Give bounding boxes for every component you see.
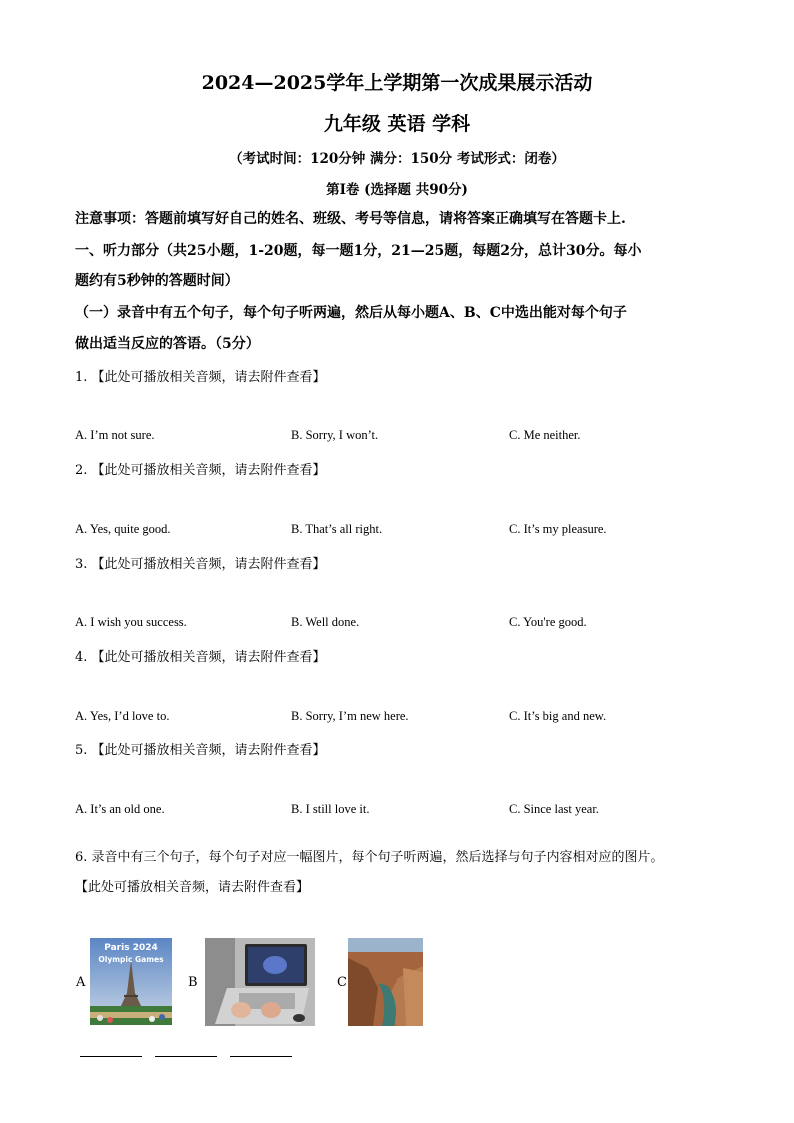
question-5-option-a[interactable]: A. It’s an old one.	[75, 802, 165, 816]
answer-blank-3[interactable]	[230, 1056, 292, 1057]
question-3-option-c[interactable]: C. You're good.	[509, 615, 587, 629]
volume-title: 第Ⅰ卷 (选择题 共90分)	[326, 182, 468, 198]
picture-label-b: B	[188, 975, 198, 990]
picture-b-laptop[interactable]	[205, 938, 315, 1026]
question-4-option-b[interactable]: B. Sorry, I’m new here.	[291, 709, 409, 723]
question-3-stem: 3. 【此处可播放相关音频，请去附件查看】	[75, 557, 326, 572]
laptop-icon	[205, 938, 315, 1026]
picture-a-paris-olympics[interactable]	[90, 938, 172, 1025]
question-1-stem: 1. 【此处可播放相关音频，请去附件查看】	[75, 370, 326, 385]
question-6-stem: 6. 录音中有三个句子，每个句子对应一幅图片，每个句子听两遍，然后选择与句子内容相对应的图片。	[75, 850, 664, 865]
picture-a-text-1: Paris 2024	[104, 943, 158, 953]
part1-line1: （一）录音中有五个句子，每个句子听两遍，然后从每小题A、B、C中选出能对每个句子	[75, 305, 627, 321]
exam-info: （考试时间：120分钟 满分：150分 考试形式：闭卷）	[229, 151, 565, 167]
answer-blank-2[interactable]	[155, 1056, 217, 1057]
question-3-option-a[interactable]: A. I wish you success.	[75, 615, 187, 629]
question-5-option-b[interactable]: B. I still love it.	[291, 802, 370, 816]
exam-subject: 九年级 英语 学科	[323, 113, 471, 135]
question-4-option-a[interactable]: A. Yes, I’d love to.	[75, 709, 170, 723]
picture-c-canyon[interactable]	[348, 938, 423, 1026]
question-1-option-a[interactable]: A. I’m not sure.	[75, 428, 155, 442]
exam-title: 2024—2025学年上学期第一次成果展示活动	[201, 72, 593, 94]
canyon-icon	[348, 938, 423, 1026]
question-4-stem: 4. 【此处可播放相关音频，请去附件查看】	[75, 650, 326, 665]
question-3-option-b[interactable]: B. Well done.	[291, 615, 360, 629]
picture-label-c: C	[337, 975, 347, 990]
answer-blank-1[interactable]	[80, 1056, 142, 1057]
question-2-option-c[interactable]: C. It’s my pleasure.	[509, 522, 607, 536]
part1-line2: 做出适当反应的答语。（5分）	[75, 336, 260, 352]
section1-line2: 题约有5秒钟的答题时间）	[75, 273, 239, 289]
notice: 注意事项：答题前填写好自己的姓名、班级、考号等信息，请将答案正确填写在答题卡上.	[75, 211, 626, 227]
question-1-option-c[interactable]: C. Me neither.	[509, 428, 581, 442]
question-2-option-b[interactable]: B. That’s all right.	[291, 522, 383, 536]
question-1-option-b[interactable]: B. Sorry, I won’t.	[291, 428, 379, 442]
picture-a-text-2: Olympic Games	[98, 955, 164, 964]
section1-line1: 一、听力部分（共25小题，1-20题，每一题1分，21—25题，每题2分，总计30分。每小	[75, 243, 642, 259]
question-5-option-c[interactable]: C. Since last year.	[509, 802, 599, 816]
picture-label-a: A	[76, 975, 86, 990]
question-6-audio: 【此处可播放相关音频，请去附件查看】	[75, 880, 310, 895]
question-2-option-a[interactable]: A. Yes, quite good.	[75, 522, 171, 536]
question-4-option-c[interactable]: C. It’s big and new.	[509, 709, 607, 723]
question-2-stem: 2. 【此处可播放相关音频，请去附件查看】	[75, 463, 326, 478]
question-5-stem: 5. 【此处可播放相关音频，请去附件查看】	[75, 743, 326, 758]
